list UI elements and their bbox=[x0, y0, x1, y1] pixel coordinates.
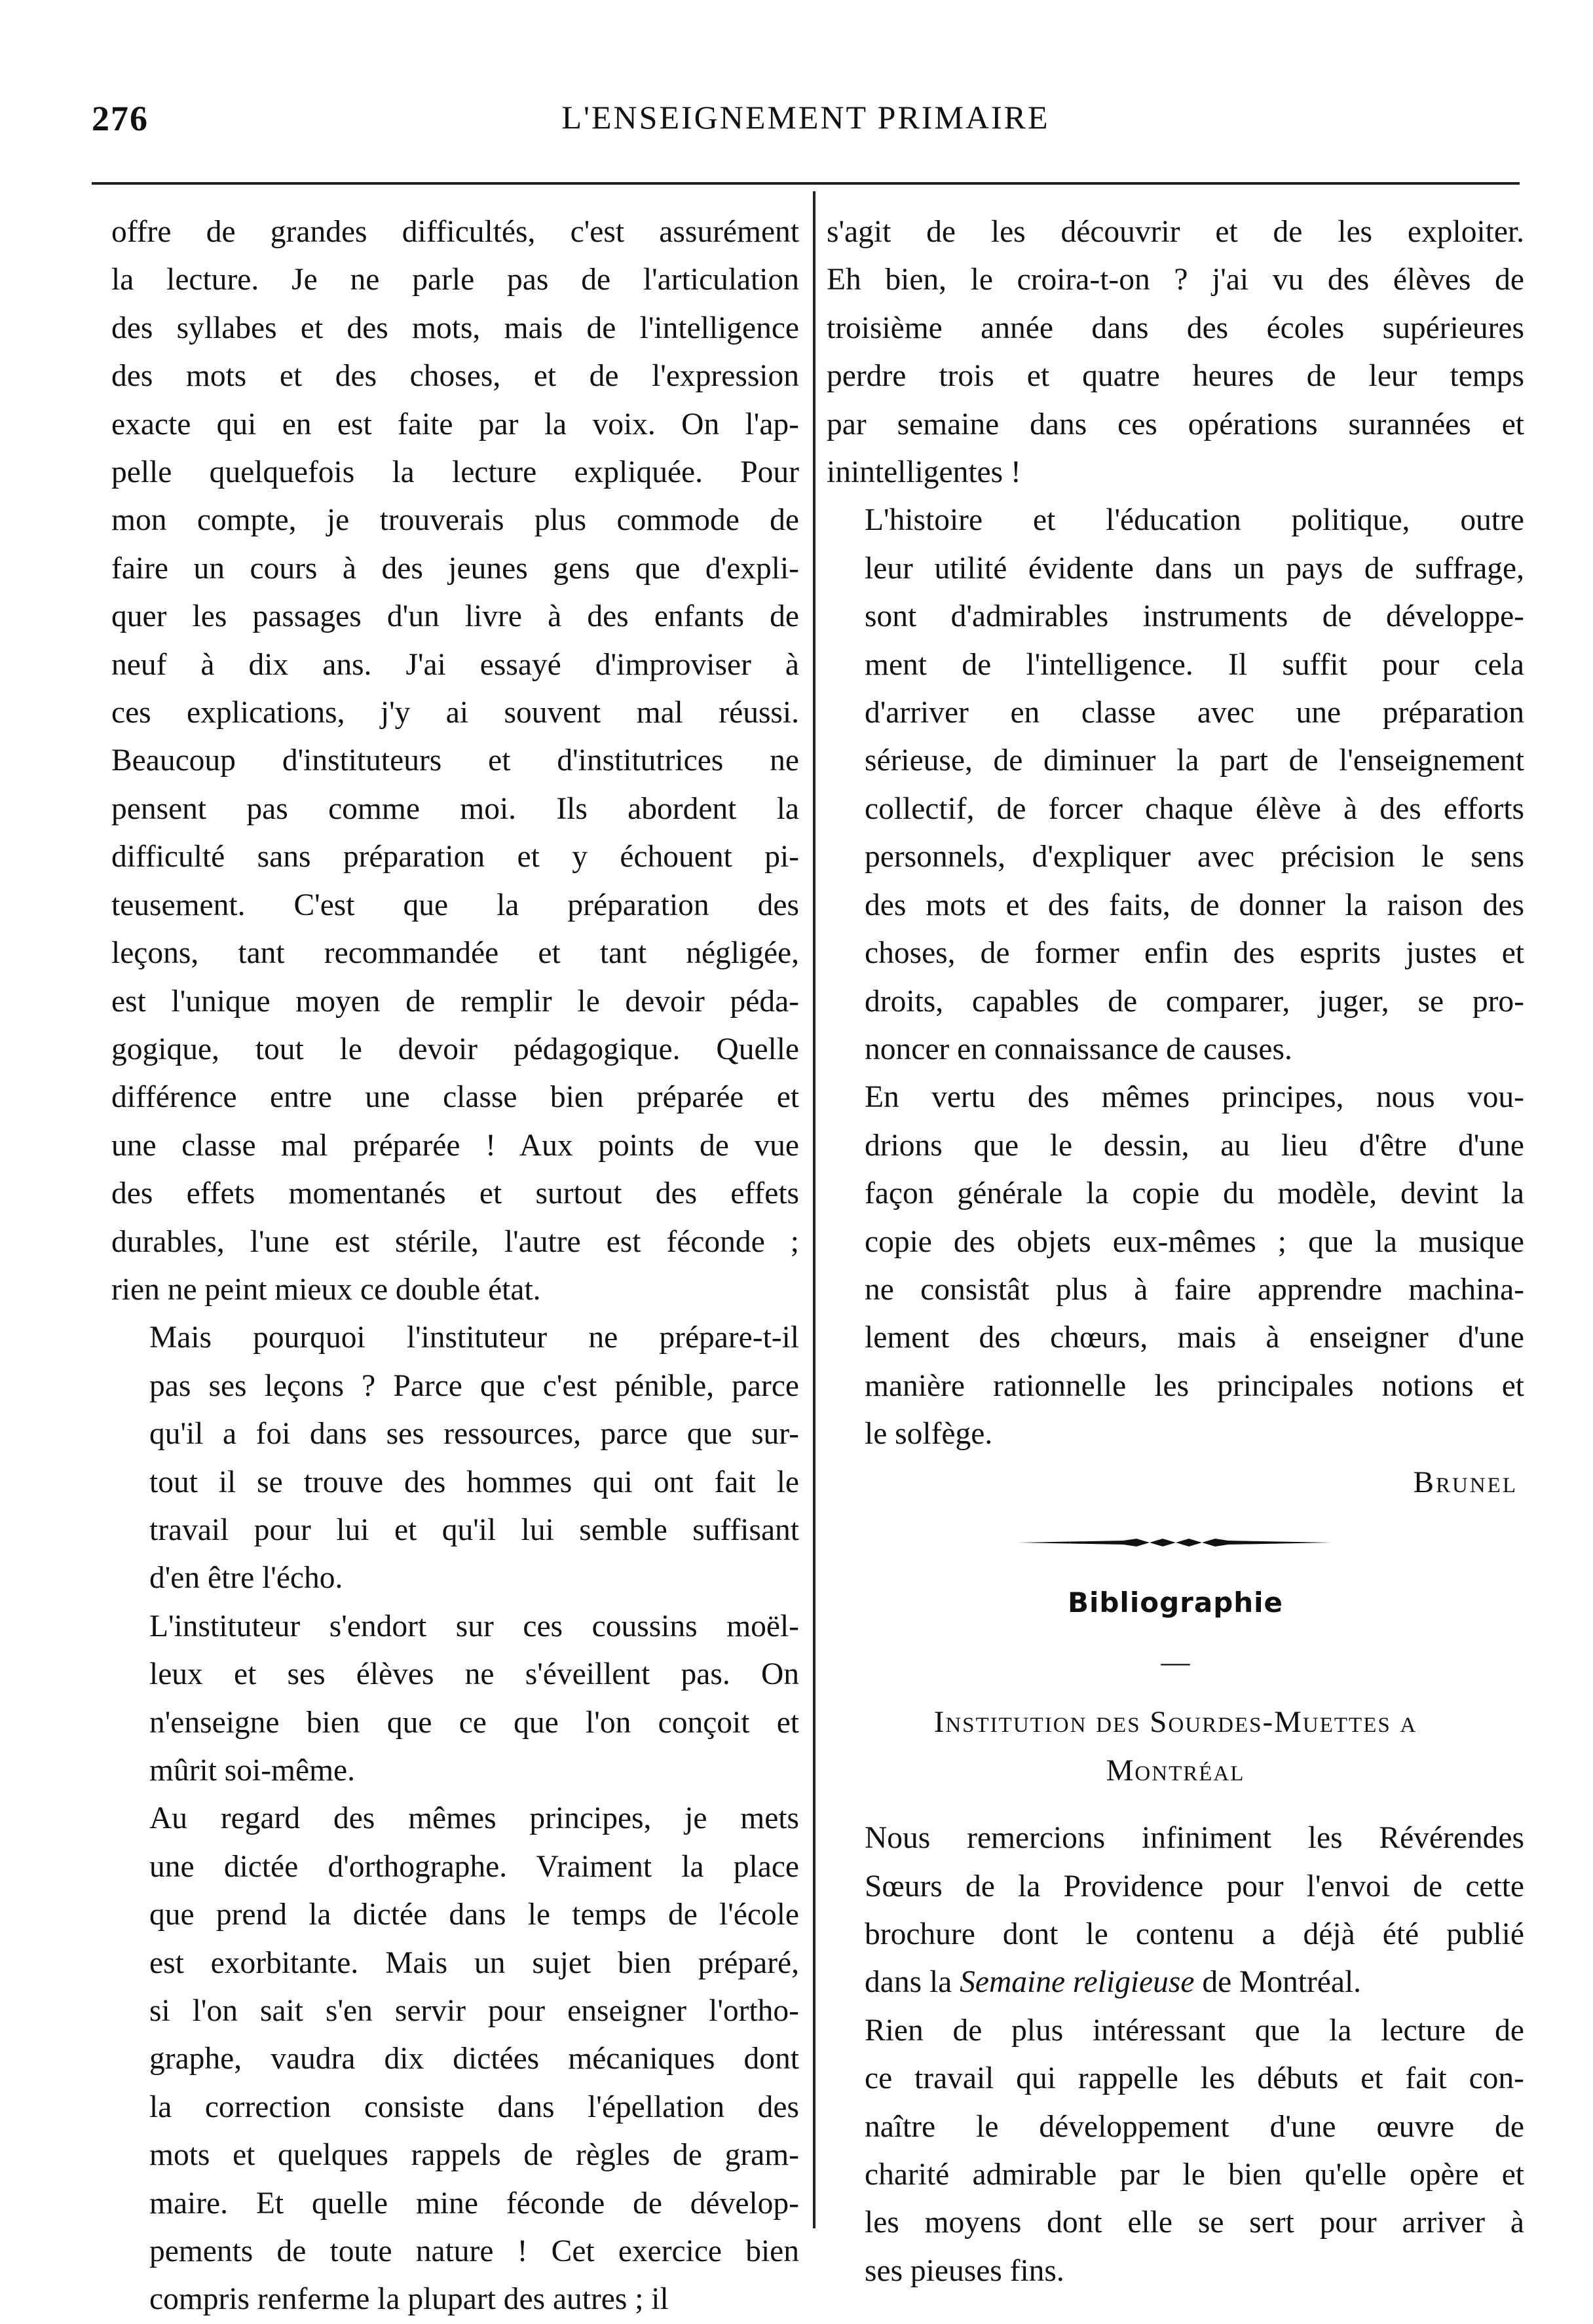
text-line: leur utilité évidente dans un pays de suffrage, bbox=[865, 551, 1524, 586]
text-line: gogique, tout le devoir pédagogique. Quelle bbox=[111, 1032, 799, 1066]
text-line: collectif, de forcer chaque élève à des efforts bbox=[865, 791, 1524, 826]
review-paragraph-2 bbox=[827, 2007, 1524, 2295]
text-line: inintelligentes ! bbox=[827, 455, 1021, 490]
text-line: des syllabes et des mots, mais de l'intelligence bbox=[111, 310, 799, 345]
text-line: la correction consiste dans l'épellation des bbox=[149, 2090, 799, 2124]
text-line: Rien de plus intéressant que la lecture de bbox=[865, 2013, 1524, 2048]
text-line: L'histoire et l'éducation politique, outre bbox=[865, 503, 1524, 538]
text-line: graphe, vaudra dix dictées mécaniques dont bbox=[149, 2042, 799, 2076]
paragraph bbox=[111, 1795, 799, 2323]
text-line: si l'on sait s'en servir pour enseigner l'ortho- bbox=[149, 1994, 799, 2029]
text-line: s'agit de les découvrir et de les exploiter. bbox=[827, 215, 1524, 249]
text-line: Beaucoup d'instituteurs et d'institutrices ne bbox=[111, 743, 799, 778]
paragraph bbox=[827, 497, 1524, 1074]
text-line: copie des objets eux-mêmes ; que la musique bbox=[865, 1224, 1524, 1259]
text-line: perdre trois et quatre heures de leur temps bbox=[827, 359, 1524, 394]
author-signature: Brunel bbox=[1413, 1465, 1518, 1499]
text-line: ce travail qui rappelle les débuts et fait con- bbox=[865, 2061, 1524, 2096]
text-line: d'en être l'écho. bbox=[149, 1561, 343, 1596]
text-line: difficulté sans préparation et y échouent pi- bbox=[111, 840, 799, 874]
text-line: tout il se trouve des hommes qui ont fait le bbox=[149, 1465, 799, 1499]
text-line: des mots et des choses, et de l'expression bbox=[111, 359, 799, 394]
text-line: pelle quelquefois la lecture expliquée. Pour bbox=[111, 455, 799, 490]
header-rule bbox=[92, 182, 1520, 185]
text-line: troisième année dans des écoles supérieures bbox=[827, 310, 1524, 345]
ornament-divider bbox=[827, 1507, 1524, 1579]
running-title: L'ENSEIGNEMENT PRIMAIRE bbox=[561, 99, 1050, 136]
page-header bbox=[92, 98, 1520, 157]
text-line: que prend la dictée dans le temps de l'école bbox=[149, 1898, 799, 1932]
text-line: personnels, d'expliquer avec précision le sens bbox=[865, 840, 1524, 874]
text-line: Nous remercions infiniment les Révérendes bbox=[865, 1821, 1524, 1856]
text-line: ces explications, j'y ai souvent mal réussi. bbox=[111, 696, 799, 730]
text-line: est l'unique moyen de remplir le devoir péda- bbox=[111, 984, 799, 1019]
text-line: qu'il a foi dans ses ressources, parce que sur- bbox=[149, 1417, 799, 1452]
text-line: ses pieuses fins. bbox=[865, 2253, 1064, 2288]
text-line: façon générale la copie du modèle, devint la bbox=[865, 1176, 1524, 1211]
text-line: rien ne peint mieux ce double état. bbox=[111, 1272, 541, 1307]
text-line: différence entre une classe bien préparée et bbox=[111, 1080, 799, 1115]
paragraph bbox=[827, 208, 1524, 497]
text-line: leux et ses élèves ne s'éveillent pas. On bbox=[149, 1657, 799, 1692]
left-column bbox=[111, 208, 799, 2324]
text-line: pensent pas comme moi. Ils abordent la bbox=[111, 791, 799, 826]
text-line: teusement. C'est que la préparation des bbox=[111, 888, 799, 922]
text-line bbox=[827, 1959, 1524, 2006]
text-line: droits, capables de comparer, juger, se pro- bbox=[865, 984, 1524, 1019]
text-line: manière rationnelle les principales notions et bbox=[865, 1368, 1524, 1403]
text-line: les moyens dont elle se sert pour arriver à bbox=[865, 2205, 1524, 2240]
text-line: exacte qui en est faite par la voix. On l'ap- bbox=[111, 407, 799, 441]
text-line: leçons, tant recommandée et tant négligée, bbox=[111, 936, 799, 971]
review-subheading bbox=[827, 1698, 1524, 1795]
text-line: maire. Et quelle mine féconde de dévelop- bbox=[149, 2186, 799, 2221]
text-line: neuf à dix ans. J'ai essayé d'improviser à bbox=[111, 647, 799, 682]
paragraph bbox=[111, 208, 799, 1314]
text-line: par semaine dans ces opérations surannées et bbox=[827, 407, 1524, 441]
text-line: mon compte, je trouverais plus commode de bbox=[111, 503, 799, 538]
text-line: noncer en connaissance de causes. bbox=[865, 1032, 1292, 1066]
text-line: durables, l'une est stérile, l'autre est féconde ; bbox=[111, 1224, 799, 1259]
text-fragment: de Montréal. bbox=[1202, 1965, 1362, 2000]
text-line: Au regard des mêmes principes, je mets bbox=[149, 1801, 799, 1836]
text-line: lement des chœurs, mais à enseigner d'une bbox=[865, 1321, 1524, 1355]
right-column bbox=[827, 208, 1524, 2295]
text-fragment: dans la bbox=[865, 1965, 952, 2000]
text-line: drions que le dessin, au lieu d'être d'une bbox=[865, 1128, 1524, 1163]
text-line: quer les passages d'un livre à des enfants de bbox=[111, 599, 799, 634]
text-line: Sœurs de la Providence pour l'envoi de cette bbox=[865, 1869, 1524, 1903]
text-line: n'enseigne bien que ce que l'on conçoit et bbox=[149, 1705, 799, 1740]
text-line: Mais pourquoi l'instituteur ne prépare-t-il bbox=[149, 1321, 799, 1355]
text-line: charité admirable par le bien qu'elle opère et bbox=[865, 2158, 1524, 2192]
text-line: naître le développement d'une œuvre de bbox=[865, 2109, 1524, 2144]
text-line: En vertu des mêmes principes, nous vou- bbox=[865, 1080, 1524, 1115]
text-line: compris renferme la plupart des autres ; il bbox=[149, 2282, 669, 2317]
text-line: sont d'admirables instruments de développe- bbox=[865, 599, 1524, 634]
column-divider bbox=[813, 191, 815, 2228]
text-line: sérieuse, de diminuer la part de l'enseignement bbox=[865, 743, 1524, 778]
subheading-line: Institution des Sourdes-Muettes a bbox=[933, 1705, 1417, 1740]
paragraph bbox=[827, 2007, 1524, 2295]
text-line: mots et quelques rappels de règles de gram- bbox=[149, 2138, 799, 2173]
text-line: choses, de former enfin des esprits justes et bbox=[865, 936, 1524, 971]
text-line: ment de l'intelligence. Il suffit pour cela bbox=[865, 647, 1524, 682]
text-line: des mots et des faits, de donner la raison des bbox=[865, 888, 1524, 922]
section-title: Bibliographie bbox=[1067, 1586, 1284, 1619]
text-line: des effets momentanés et surtout des effets bbox=[111, 1176, 799, 1211]
text-line: une dictée d'orthographe. Vraiment la place bbox=[149, 1849, 799, 1884]
text-line: travail pour lui et qu'il lui semble suffisant bbox=[149, 1512, 799, 1547]
text-line: d'arriver en classe avec une préparation bbox=[865, 696, 1524, 730]
text-line: offre de grandes difficultés, c'est assurément bbox=[111, 215, 799, 249]
paragraph bbox=[111, 1603, 799, 1795]
section-dash: — bbox=[1161, 1646, 1190, 1679]
journal-title: Semaine religieuse bbox=[960, 1965, 1195, 2000]
ornament-rule-icon bbox=[1019, 1537, 1333, 1548]
text-line: est exorbitante. Mais un sujet bien préparé, bbox=[149, 1945, 799, 1980]
text-line: la lecture. Je ne parle pas de l'articulation bbox=[111, 263, 799, 297]
right-column-paragraphs bbox=[827, 208, 1524, 1459]
text-line: le solfège. bbox=[865, 1417, 993, 1452]
text-line: Eh bien, le croira-t-on ? j'ai vu des élèves de bbox=[827, 263, 1524, 297]
paragraph bbox=[827, 1074, 1524, 1458]
subheading-line: Montréal bbox=[1106, 1753, 1245, 1788]
text-line: L'instituteur s'endort sur ces coussins moël- bbox=[149, 1609, 799, 1643]
text-line: pas ses leçons ? Parce que c'est pénible, parce bbox=[149, 1368, 799, 1403]
text-line: une classe mal préparée ! Aux points de vue bbox=[111, 1128, 799, 1163]
text-line: faire un cours à des jeunes gens que d'expli- bbox=[111, 551, 799, 586]
review-paragraph-1 bbox=[827, 1814, 1524, 2007]
text-line: pements de toute nature ! Cet exercice bien bbox=[149, 2234, 799, 2269]
text-line: mûrit soi-même. bbox=[149, 1753, 355, 1788]
page-number: 276 bbox=[92, 99, 149, 138]
paragraph bbox=[111, 1314, 799, 1602]
text-line: brochure dont le contenu a déjà été publié bbox=[865, 1917, 1524, 1951]
text-line: ne consistât plus à faire apprendre machina- bbox=[865, 1272, 1524, 1307]
